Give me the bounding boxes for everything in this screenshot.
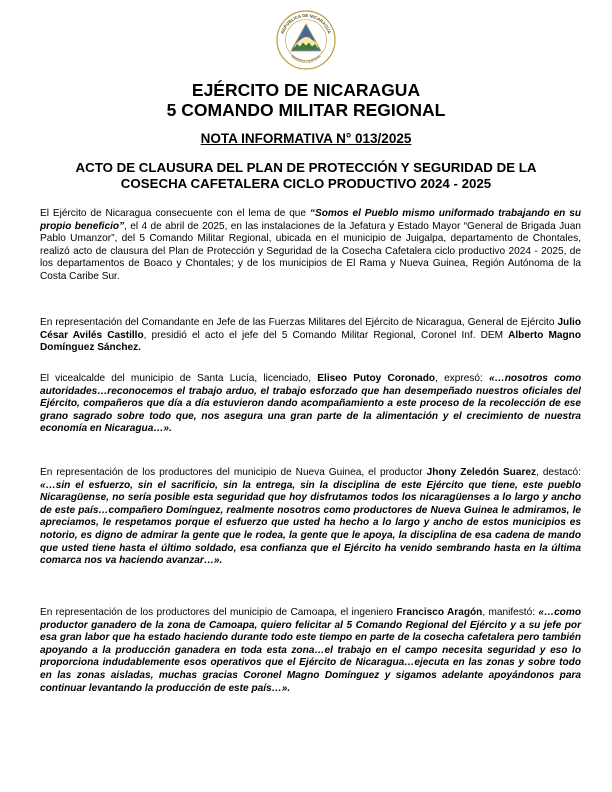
p1-text-a: El Ejército de Nicaragua consecuente con el lema de que: [40, 208, 310, 219]
p3-text-a: El vicealcalde del municipio de Santa Lucía, licenciado,: [40, 373, 318, 384]
document-headline: ACTO DE CLAUSURA DEL PLAN DE PROTECCIÓN Y SEGURIDAD DE LA COSECHA CAFETALERA CICLO PRODUCTIVO 2024 - 2025: [75, 160, 537, 191]
p5-text-a: En representación de los productores del municipio de Camoapa, el ingeniero: [40, 607, 397, 618]
p5-name: Francisco Aragón: [396, 607, 483, 618]
organization-name: EJÉRCITO DE NICARAGUA: [191, 80, 421, 100]
p5-text-b: , manifestó:: [482, 607, 539, 618]
paragraph-nueva-guinea: [40, 467, 581, 568]
seal-top-text: REPÚBLICA DE NICARAGUA: [279, 12, 333, 35]
coat-of-arms-seal-icon: [276, 10, 336, 70]
regional-command-name: 5 COMANDO MILITAR REGIONAL: [166, 100, 446, 120]
p2-name-commander: Julio César Avilés Castillo: [40, 317, 581, 341]
p5-quote: «…como productor ganadero de la zona de Camoapa, quiero felicitar al 5 Comando Regional del Ejército y a su jefe por esa gran labor que ha estado haciendo durante todo este tiempo en parte de la cosecha cafetalera pero también apoyando a la producción ganadera en toda esta zona…el trabajo en el campo necesita seguridad y eso lo proporciona indudablemente esos operativos que el Ejército de Nicaragua…ejecuta en las zonas y sobre todo en las zonas aisladas, muchas gracias Coronel Magno Domínguez y sigamos adelante apoyándonos para continuar levantando la producción de este país…».: [40, 607, 581, 694]
p1-text-b: , el 4 de abril de 2025, en las instalaciones de la Jefatura y Estado Mayor “General de Brigada Juan Pablo Umanzor”, del 5 Comando Militar Regional, ubicada en el municipio de Juigalpa, departamento de Chontales, realizó acto de clausura del Plan de Protección y Seguridad de la Cosecha Cafetalera ciclo productivo 2024 - 2025, de los departamentos de Boaco y Chontales; y de los municipios de El Rama y Nueva Guinea, Región Autónoma de la Costa Caribe Sur.: [40, 220, 581, 282]
paragraph-vice-mayor: [40, 373, 581, 436]
p4-text-b: , destacó:: [536, 467, 581, 478]
p4-quote: «…sin el esfuerzo, sin el sacrificio, sin la entrega, sin la disciplina de este Ejército que tiene, este pueblo Nicaragüense, no sería posible esta seguridad que hoy disfrutamos todos los nicaragüenses a lo largo y ancho de este país…compañero Domínguez, realmente nosotros como productores de Nueva Guinea le admiramos, le apreciamos, le respetamos porque el esfuerzo que usted ha hecho a lo largo y ancho de estos municipios es notorio, es digno de admirar la gente que le rodea, la gente que le apoya, la disciplina de esa cadena de mando que usted tiene hasta el último soldado, esa confianza que el Ejército ha venido sembrando hasta en la última comarca nos va haciendo avanzar…».: [40, 479, 581, 567]
p3-name: Eliseo Putoy Coronado: [317, 373, 436, 384]
paragraph-intro: [40, 208, 581, 284]
p2-text-a: En representación del Comandante en Jefe de las Fuerzas Militares del Ejército de Nicaragua, General de Ejército: [40, 317, 558, 328]
note-number-heading: [0, 131, 612, 147]
p1-motto-quote: “Somos el Pueblo mismo uniformado trabajando en su propio beneficio”: [40, 208, 581, 232]
p3-text-b: , expresó:: [435, 373, 489, 384]
p2-text-b: , presidió el acto el jefe del 5 Comando Militar Regional, Coronel Inf. DEM: [143, 329, 509, 341]
p3-quote: «…nosotros como autoridades…reconocemos el trabajo arduo, el trabajo esforzado que han desempeñado nuestros oficiales del Ejército, compañeros que día a día estuvieron dando acompañamiento a este proceso de la recolección de ese grano sagrado sobre todo que, nos asegura una gran parte de la alimentación y el crecimiento de nuestra economía en Nicaragua…».: [40, 373, 581, 435]
p2-name-chief: Alberto Magno Domínguez Sánchez.: [40, 329, 581, 354]
p4-text-a: En representación de los productores del municipio de Nueva Guinea, el productor: [40, 467, 427, 478]
note-number-text: NOTA INFORMATIVA N° 013/2025: [200, 131, 412, 146]
seal-bottom-text: AMÉRICA CENTRAL: [290, 54, 322, 65]
paragraph-camoapa: [40, 607, 581, 695]
p4-name: Jhony Zeledón Suarez: [426, 467, 537, 478]
paragraph-representation: [40, 317, 581, 355]
